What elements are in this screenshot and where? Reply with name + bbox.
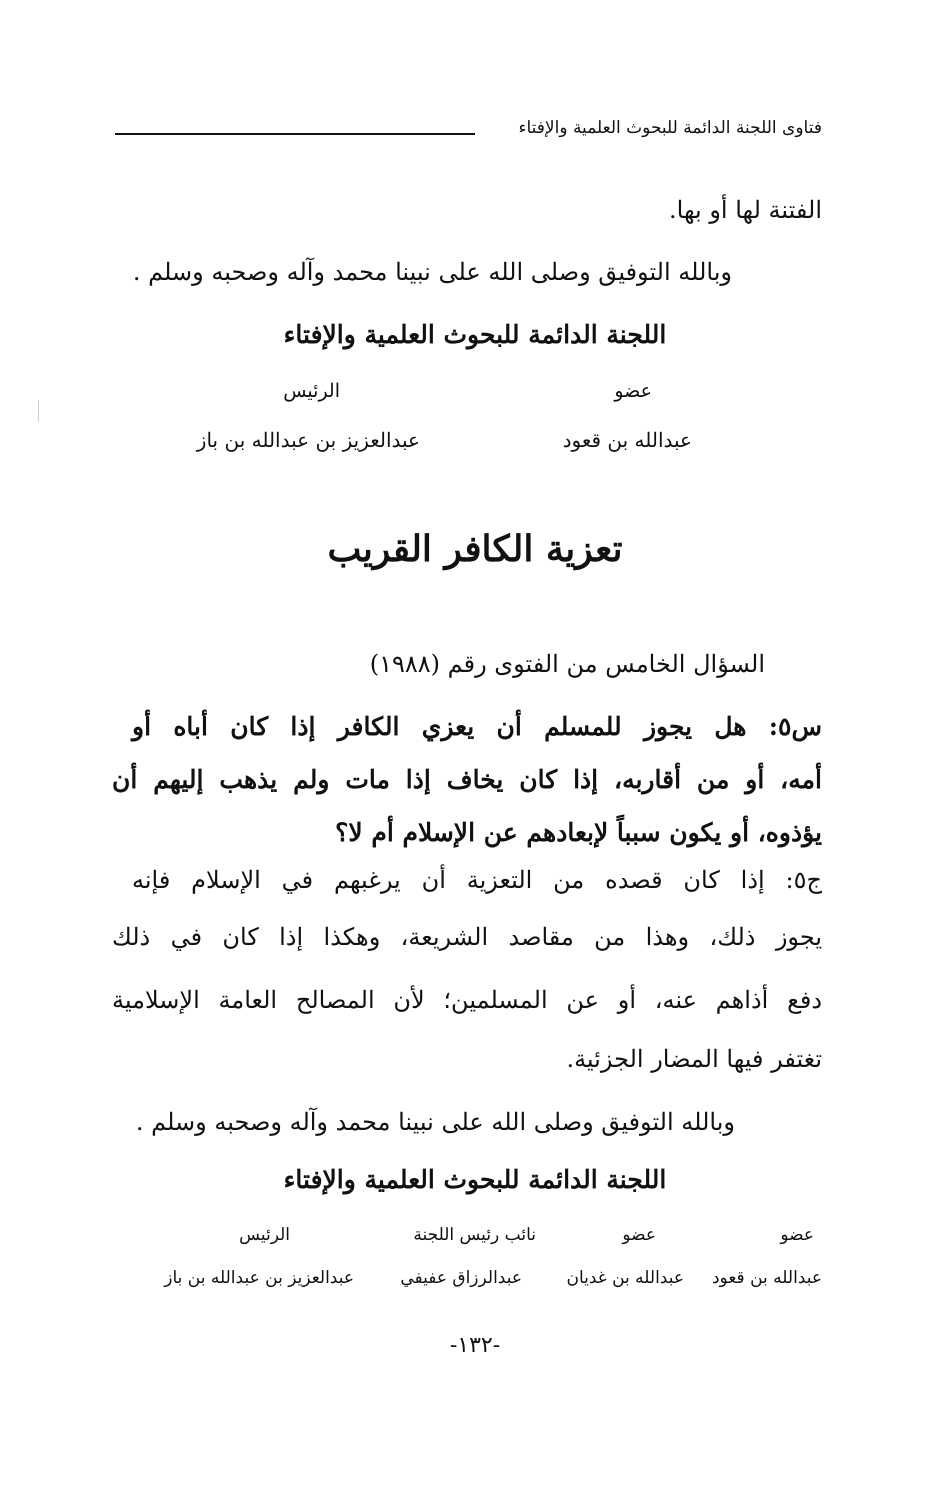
signatory-role-president: الرئيس (283, 380, 340, 402)
answer-line-3: دفع أذاهم عنه، أو عن المسلمين؛ لأن المصالح العامة الإسلامية (112, 986, 822, 1014)
answer-line-2: يجوز ذلك، وهذا من مقاصد الشريعة، وهكذا إذا كان في ذلك (112, 923, 822, 951)
closing-prayer-1: وبالله التوفيق وصلى الله على نبينا محمد وآله وصحبه وسلم . (132, 258, 732, 286)
header-rule (115, 133, 475, 135)
bottom-role-president: الرئيس (239, 1225, 290, 1245)
question-line-2: أمه، أو من أقاربه، إذا كان يخاف إذا مات ولم يذهب إليهم أن (112, 765, 822, 794)
answer-line-4: تغتفر فيها المضار الجزئية. (566, 1045, 822, 1073)
signatory-name-president: عبدالعزيز بن عبدالله بن باز (196, 428, 420, 452)
continuation-text: الفتنة لها أو بها. (669, 196, 822, 224)
committee-name-2: اللجنة الدائمة للبحوث العلمية والإفتاء (283, 1165, 667, 1194)
bottom-role-member-2: عضو (622, 1225, 656, 1245)
signatory-role-member: عضو (614, 380, 652, 402)
bottom-role-vice-president: نائب رئيس اللجنة (413, 1225, 536, 1245)
running-header: فتاوى اللجنة الدائمة للبحوث العلمية والإفتاء (518, 118, 822, 138)
page-number: -١٣٢- (449, 1333, 501, 1358)
scan-artifact (38, 400, 39, 422)
bottom-name-member-2: عبدالله بن غديان (566, 1268, 684, 1288)
signatory-name-member: عبدالله بن قعود (562, 428, 692, 452)
answer-line-1: ج٥: إذا كان قصده من التعزية أن يرغبهم في الإسلام فإنه (132, 866, 822, 894)
section-title: تعزية الكافر القريب (327, 528, 623, 570)
committee-name-1: اللجنة الدائمة للبحوث العلمية والإفتاء (283, 320, 667, 349)
bottom-name-vice-president: عبدالرزاق عفيفي (400, 1268, 522, 1288)
question-line-1: س٥: هل يجوز للمسلم أن يعزي الكافر إذا كان أباه أو (132, 712, 822, 741)
bottom-role-member-1: عضو (780, 1225, 814, 1245)
bottom-name-member-1: عبدالله بن قعود (711, 1268, 822, 1288)
closing-prayer-2: وبالله التوفيق وصلى الله على نبينا محمد وآله وصحبه وسلم . (135, 1108, 735, 1136)
bottom-name-president: عبدالعزيز بن عبدالله بن باز (164, 1268, 354, 1288)
question-line-3: يؤذوه، أو يكون سبباً لإبعادهم عن الإسلام أم لا؟ (335, 818, 822, 847)
fatwa-reference: السؤال الخامس من الفتوى رقم (١٩٨٨) (369, 650, 765, 678)
